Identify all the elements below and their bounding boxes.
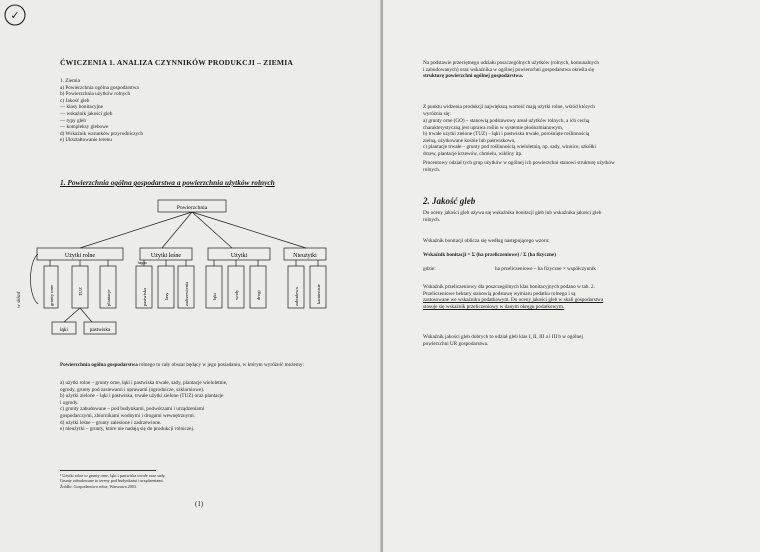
good-soil-index-paragraph: Wskaźnik jakości gleb dobrych to udział gleb klas I, II, III a i III b w ogólnej powierzchni UR gospodarstwa. — [423, 334, 583, 347]
list-item: a) użytki rolne – grunty orne, łąki i pastwiska trwałe, sady, plantacje wieloletnie, — [60, 380, 228, 386]
paragraph-intro: rolnego to cały obszar będący w jego posiadaniu, w którym wyróżnić możemy: — [139, 362, 304, 368]
diagram-leaf: grunty orne — [49, 284, 54, 306]
list-item: charakterystyczną jest uprawa roślin w systemie płodozmianowym, — [423, 124, 564, 131]
outline-item: b) Powierzchnia użytków rolnych — [60, 91, 131, 98]
soil-quality-paragraph: Do oceny jakości gleb używa się wskaźnika bonitacji gleb lub wskaźnika jakości gleb rolnych. — [423, 210, 602, 223]
list-item: zielną, użytkowane kośnie lub pastwiskowo, — [423, 137, 516, 144]
list-item: c) grunty zabudowane – pod budynkami, podwórzami i urządzeniami — [60, 406, 205, 413]
bonitation-formula: Wskaźnik bonitacji = Σ (ha przeliczeniowe) / Σ (ha fizyczne) — [423, 252, 556, 258]
footnote-rule — [60, 470, 156, 471]
outline-item: d) Wskaźnik warunków przyrodniczych — [60, 130, 144, 137]
diagram-group: Użytki leśne — [150, 253, 182, 259]
section-2-heading: 2. Jakość gleb — [423, 196, 476, 206]
paragraph-lead: Powierzchnia ogólna gospodarstwa — [60, 362, 138, 368]
list-item: c) plantacje trwałe – grunty pod roślinnością wieloletnią, np. sady, winnice, szkółki — [423, 144, 596, 151]
diagram-group: Użytki — [230, 253, 248, 259]
outline-item: e) Ukształtowanie terenu — [60, 137, 112, 144]
land-types-list — [60, 380, 227, 433]
outline-item: — typy gleb — [60, 117, 86, 124]
structure-note: Procentowy udział tych grup użytków w ogólnej ich powierzchni stanowi strukturę użytków rolnych. — [423, 160, 615, 173]
list-item: b) trwałe użytki zielone (TUZ) – łąki i pastwiska trwałe, porośnięte roślinnością — [423, 131, 590, 138]
handwritten-note: w skład — [16, 291, 22, 308]
outline-item: — kompleksy glebowe — [60, 124, 109, 131]
diagram-group: Użytki rolne — [64, 253, 96, 259]
diagram-leaf: wody — [234, 289, 239, 300]
useful-land-paragraph: Z punktu widzenia produkcji największą wartość mają użytki rolne, wśród których wyróżnia się: — [423, 104, 595, 117]
outline-item: a) Powierzchnia ogólna gospodarstwa — [60, 84, 139, 91]
formula-explanation: ha przeliczeniowe – ha fizyczne × współczynnik — [495, 266, 596, 272]
footnote: Grunty zabudowane to tereny pod budynkami i urządzeniami. — [60, 478, 164, 484]
formula-intro: Wskaźnik bonitacji oblicza się według następującego wzoru: — [423, 238, 550, 244]
page-number: (1) — [195, 500, 204, 508]
list-item: gospodarczymi, zbiornikami wodnymi i drogami wewnętrznymi. — [60, 412, 195, 419]
svg-text:✓: ✓ — [10, 10, 20, 22]
outline-list — [60, 78, 143, 144]
list-item: e) nieużytki – grunty, które nie nadają się do produkcji rolniczej. — [60, 426, 195, 433]
diagram-sub-box: pastwiska — [89, 327, 111, 333]
outline-item: — klasy bonitacyjne — [60, 104, 103, 111]
diagram-root: Powierzchnia — [176, 205, 208, 211]
diagram-leaf: bagna — [138, 261, 147, 265]
land-structure-diagram — [0, 192, 383, 342]
agricultural-land-list — [423, 118, 596, 158]
checkmark-circle-icon — [2, 2, 28, 28]
outline-item: — wskaźnik jakości gleb — [60, 110, 113, 117]
footnote: Źródło: Gospodarstwo rolne, Warszawa 2003. — [60, 483, 138, 489]
outline-item: c) Jakość gleb — [60, 97, 90, 104]
diagram-leaf: łąki — [212, 293, 217, 300]
section-1-heading: 1. Powierzchnia ogólna gospodarstwa a powierzchnia użytków rolnych — [60, 178, 275, 187]
list-item: b) użytki zielone – łąki i pastwiska, trwałe użytki zielone (TUZ) oraz plantacje — [60, 393, 224, 400]
formula-where: gdzie: — [423, 266, 436, 272]
diagram-leaf: plantacje — [106, 289, 111, 306]
diagram-leaf: lasy — [164, 292, 169, 300]
page-title: ĆWICZENIA 1. ANALIZA CZYNNIKÓW PRODUKCJI – ZIEMIA — [60, 58, 294, 67]
diagram-leaf: drogi — [256, 290, 261, 300]
diagram-leaf: kamieniste — [316, 284, 321, 304]
right-page — [383, 0, 760, 552]
footnotes — [60, 473, 166, 489]
list-item: ogrody, grunty pod zasiewami i uprawami (ogrodnicze, szklarniowe). — [60, 386, 205, 393]
diagram-leaf: pastwiska — [142, 287, 147, 306]
footnote: ¹ Użytki rolne to grunty orne, łąki i pastwiska trwałe oraz sady. — [60, 473, 166, 478]
diagram-sub-box: łąki — [60, 327, 68, 333]
definition-paragraph — [60, 362, 360, 369]
list-item: a) grunty orne (GO) – stanowią podstawowy areał użytków rolnych, a ich cechą — [423, 118, 590, 124]
list-item: i ogrody. — [60, 399, 79, 406]
structure-paragraph: Na podstawie przeciętnego udziału poszczególnych użytków (rolnych, komunalnych i zabudowanych) oraz wskaźnika w ogólnej powierzchni gospodarstwa określa się strukturę powierzchni ogólnej gospodarstwa. — [423, 60, 600, 80]
list-item: drzew, plantacje krzewów, chmielu, wikliny itp. — [423, 150, 523, 157]
list-item: d) użytki leśne – grunty zalesione i zadrzewione. — [60, 419, 162, 426]
outline-item: 1. Ziemia — [60, 78, 80, 84]
diagram-leaf: TUZ — [78, 287, 83, 296]
diagram-leaf: zadrzewienia — [184, 281, 189, 306]
conversion-paragraph: Wskaźnik przeliczeniowy dla poszczególnych klas bonitacyjnych podano w tab. 2. Przeliczeniowe hektary stanowią podstawę wymiaru podatku rolnego i są zastosowane we wskaźniku podatkowym. Do oceny jakości gleb w skali gospodarstwa stosuje się wskaźnik przeliczeniowy w danym okręgu podatkowym. — [423, 284, 604, 310]
diagram-leaf: zabudowa — [294, 287, 299, 306]
diagram-group: Nieużytki — [293, 253, 317, 259]
